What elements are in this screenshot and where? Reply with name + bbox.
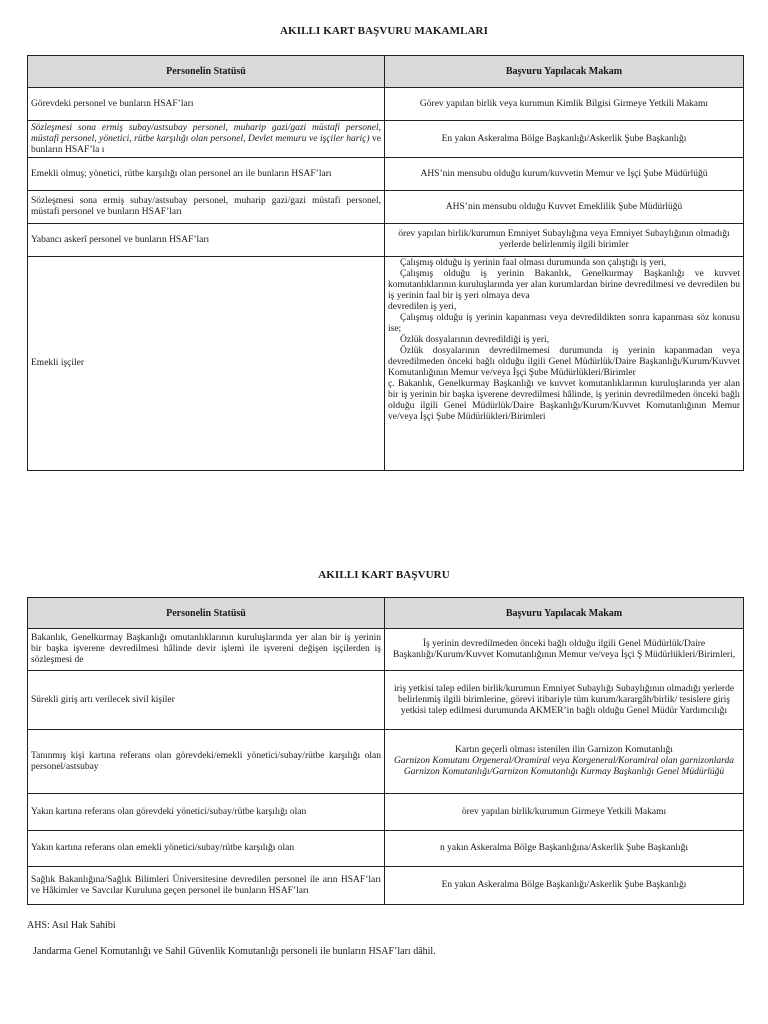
- authority-main-text: Kartın geçerli olması istenilen ilin Garnizon Komutanlığı: [455, 745, 673, 755]
- authority-line: Özlük dosyalarının devredilmemesi durumunda iş yerinin kapanmadan veya devredilmeden önceki bağlı olduğu ilgili Genel Müdürlük/Daire Başkanlığı/Kurum/Kuvvet Komutanlığının Memur ve/veya İşçi Şube Müdürlükleri/Birimler: [388, 346, 740, 378]
- authority-line: Özlük dosyalarının devredildiği iş yeri,: [400, 335, 550, 345]
- status-tail-text: ve bunların HSAF’la ı: [31, 133, 382, 155]
- table-row: [28, 88, 744, 121]
- table-row: [28, 730, 744, 794]
- authority-line: Çalışmış olduğu iş yerinin faal olması durumunda son çalıştığı iş yeri,: [400, 258, 667, 268]
- authority-cell: İş yerinin devredilmeden önceki bağlı olduğu ilgili Genel Müdürlük/Daire Başkanlığı/Kurum/Kuvvet Komutanlığının Memur ve/veya İşçi Ş Müdürlükleri/Birimleri,: [385, 629, 744, 671]
- authority-table-2: [27, 597, 744, 905]
- table-row: [28, 121, 744, 158]
- authority-cell: iriş yetkisi talep edilen birlik/kurumun Emniyet Subaylığı Subaylığının olmadığı yerlerde belirlenmiş ilgili birimlerine, görevi itibariyle tüm kurum/karargâh/birlik/ tesislere giriş yetkisi talep edilmesi durumunda AKMER’in bağlı olduğu Genel Müdür Yardımcılığı: [385, 671, 744, 730]
- status-cell: Sürekli giriş artı verilecek sivil kişiler: [28, 671, 385, 730]
- column-header-authority: Başvuru Yapılacak Makam: [385, 56, 744, 88]
- table-header-row: [28, 56, 744, 88]
- table-row: [28, 671, 744, 730]
- status-cell: Emekli işçiler: [28, 257, 385, 471]
- table-row: [28, 224, 744, 257]
- authority-cell: AHS’nin mensubu olduğu Kuvvet Emeklilik Şube Müdürlüğü: [385, 191, 744, 224]
- authority-cell: örev yapılan birlik/kurumun Girmeye Yetkili Makamı: [385, 794, 744, 831]
- authority-table-1: [27, 55, 744, 471]
- table-row: [28, 158, 744, 191]
- authority-line: devredilen iş yeri,: [388, 302, 457, 312]
- authority-cell: n yakın Askeralma Bölge Başkanlığına/Askerlik Şube Başkanlığı: [385, 831, 744, 867]
- column-header-status: Personelin Statüsü: [28, 598, 385, 629]
- table-row: [28, 257, 744, 471]
- note-ahs: AHS: Asıl Hak Sahibi: [27, 920, 116, 931]
- authority-line: Çalışmış olduğu iş yerinin kapanması veya devredildikten sonra kapanması söz konusu ise;: [388, 313, 740, 334]
- authority-italic-text: Garnizon Komutanı Orgeneral/Oramiral veya Korgeneral/Koramiral olan garnizonlarda Garnizon Komutanlığı/Garnizon Komutanlığı Kurmay Başkanlığı Genel Müdürlüğü: [394, 756, 734, 777]
- status-cell: [28, 121, 385, 158]
- status-cell: Yabancı askerî personel ve bunların HSAF’ları: [28, 224, 385, 257]
- status-cell: Sağlık Bakanlığına/Sağlık Bilimleri Üniversitesine devredilen personel ile arın HSAF’ları ve Hâkimler ve Savcılar Kuruluna geçen personel ile bunların HSAF’ları: [28, 867, 385, 905]
- authority-line: Çalışmış olduğu iş yerinin Bakanlık, Genelkurmay Başkanlığı ve kuvvet komutanlıklarının kuruluşlarında yer alan kurumlardan birine devredilmesi ve devredilen bu iş yerinin faal bir iş yeri olmaya deva: [388, 269, 740, 301]
- authority-cell: En yakın Askeralma Bölge Başkanlığı/Askerlik Şube Başkanlığı: [385, 121, 744, 158]
- note-jandarma: Jandarma Genel Komutanlığı ve Sahil Güvenlik Komutanlığı personeli ile bunların HSAF’ları dâhil.: [33, 946, 436, 957]
- authority-cell: Görev yapılan birlik veya kurumun Kimlik Bilgisi Girmeye Yetkili Makamı: [385, 88, 744, 121]
- section1-title: AKILLI KART BAŞVURU MAKAMLARI: [280, 25, 488, 37]
- status-cell: Bakanlık, Genelkurmay Başkanlığı omutanlıklarının kuruluşlarında yer alan bir iş yerinin bir başka işverene devredilmesi hâlinde devir işlemi ile işvereni değişen işçilerden iş sözleşmesi de: [28, 629, 385, 671]
- authority-cell: [385, 257, 744, 471]
- authority-cell: [385, 730, 744, 794]
- table-row: [28, 191, 744, 224]
- authority-line: ç. Bakanlık, Genelkurmay Başkanlığı ve kuvvet komutanlıklarının kuruluşlarında yer alan bir iş yerinin bir başka işverene devredilmesi hâlinde, iş yerinin devredilmeden önceki bağlı olduğu ilgili Genel Müdürlük/Daire Başkanlığı/Kurum/Kuvvet Komutanlığının Memur ve/veya İşçi Şube Müdürlükleri/Birimleri: [388, 379, 740, 422]
- column-header-authority: Başvuru Yapılacak Makam: [385, 598, 744, 629]
- status-cell: Emekli olmuş; yönetici, rütbe karşılığı olan personel arı ile bunların HSAF’ları: [28, 158, 385, 191]
- table-row: [28, 794, 744, 831]
- status-cell: Yakın kartına referans olan görevdeki yönetici/subay/rütbe karşılığı olan: [28, 794, 385, 831]
- column-header-status: Personelin Statüsü: [28, 56, 385, 88]
- status-cell: Sözleşmesi sona ermiş subay/astsubay personel, muharip gazi/gazi müstafi personel, müstafi personel ve bunların HSAF’ları: [28, 191, 385, 224]
- status-cell: Tanınmış kişi kartına referans olan görevdeki/emekli yönetici/subay/rütbe karşılığı olan personel/astsubay: [28, 730, 385, 794]
- status-cell: Yakın kartına referans olan emekli yönetici/subay/rütbe karşılığı olan: [28, 831, 385, 867]
- table-row: [28, 629, 744, 671]
- status-italic-text: Sözleşmesi sona ermiş subay/astsubay personel, muharip gazi/gazi müstafi personel, müstafi personel, yönetici, rütbe karşılığı olan personel, Devlet memuru ve işçiler hariç): [31, 122, 381, 144]
- status-cell: Görevdeki personel ve bunların HSAF’ları: [28, 88, 385, 121]
- table-row: [28, 831, 744, 867]
- section2-title: AKILLI KART BAŞVURU: [318, 569, 450, 581]
- authority-cell: AHS’nin mensubu olduğu kurum/kuvvetin Memur ve İşçi Şube Müdürlüğü: [385, 158, 744, 191]
- authority-cell: örev yapılan birlik/kurumun Emniyet Subaylığına veya Emniyet Subaylığının olmadığı yerlerde belirlenmiş ilgili birimler: [385, 224, 744, 257]
- table-row: [28, 867, 744, 905]
- authority-cell: En yakın Askeralma Bölge Başkanlığı/Askerlik Şube Başkanlığı: [385, 867, 744, 905]
- table-header-row: [28, 598, 744, 629]
